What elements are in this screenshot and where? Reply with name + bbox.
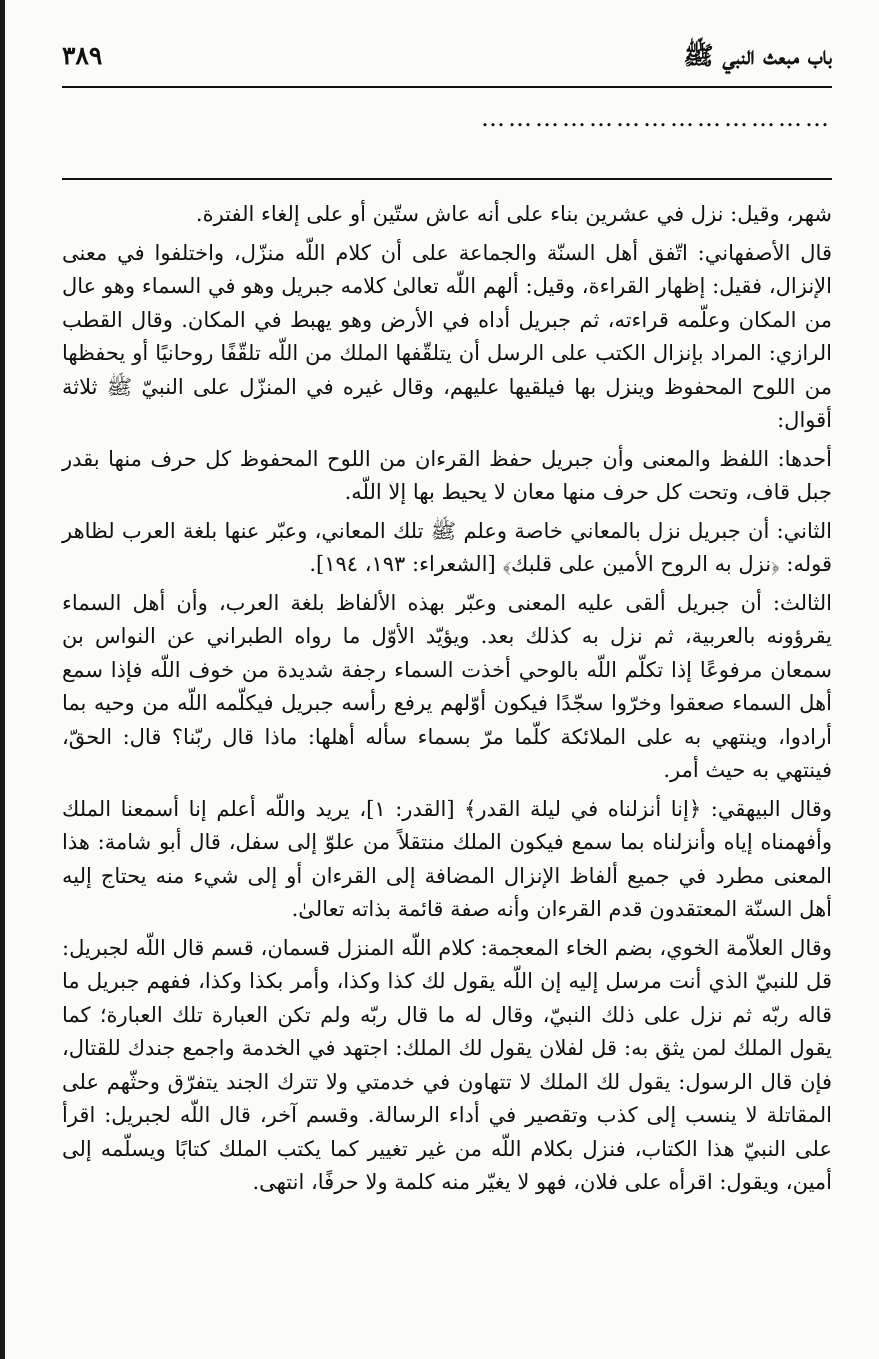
dotted-separator: ………………………………… xyxy=(62,88,832,180)
book-page xyxy=(62,40,832,1205)
running-title: باب مبعث النبي ﷺ xyxy=(683,41,832,70)
page-number: ٣٨٩ xyxy=(62,41,103,70)
paragraph: الثاني: أن جبريل نزل بالمعاني خاصة وعلم ﷺ تلك المعاني، وعبّر عنها بلغة العرب لظاهر قوله: ﴿نزل به الروح الأمين على قلبك﴾ [الشعراء: ١٩٣، ١٩٤]. xyxy=(62,518,832,576)
paragraph: الثالث: أن جبريل ألقى عليه المعنى وعبّر بهذه الألفاظ بلغة العرب، وأن أهل السماء يقرؤونه بالعربية، ثم نزل به كذلك بعد. ويؤيّد الأوّل ما رواه الطبراني عن النواس بن سمعان مرفوعًا إذا تكلّم اللّه بالوحي أخذت السماء رجفة شديدة من خوف اللّه فإذا سمع أهل السماء صعقوا وخرّوا سجّدًا فيكون أوّلهم يرفع رأسه جبريل فيكلّمه اللّه من وحيه بما أرادوا، وينتهي به على الملائكة كلّما مرّ بسماء سأله أهلها: ماذا قال ربّنا؟ قال: الحقّ، فينتهي به حيث أمر. xyxy=(62,590,832,782)
paragraph: أحدها: اللفظ والمعنى وأن جبريل حفظ القرءان من اللوح المحفوظ كل حرف منها بقدر جبل قاف، وتحت كل حرف منها معان لا يحيط بها إلا اللّه. xyxy=(62,446,832,504)
page-header xyxy=(62,40,832,88)
paragraph: قال الأصفهاني: اتّفق أهل السنّة والجماعة على أن كلام اللّه منزّل، واختلفوا في معنى الإنزال، فقيل: إظهار القراءة، وقيل: ألهم اللّه تعالىٰ كلامه جبريل وهو في السماء وهو عال من المكان وعلّمه قراءته، ثم جبريل أداه في الأرض وهو يهبط في المكان. وقال القطب الرازي: المراد بإنزال الكتب على الرسل أن يتلقّفها الملك من اللّه تلقّفًا روحانيًا أو يحفظها من اللوح المحفوظ وينزل بها فيلقيها عليهم، وقال غيره في المنزّل على النبيّ ﷺ ثلاثة أقوال: xyxy=(62,240,832,432)
paragraph: شهر، وقيل: نزل في عشرين بناء على أنه عاش ستّين أو على إلغاء الفترة. xyxy=(195,202,832,226)
body-text xyxy=(62,180,832,1200)
paragraph: وقال العلاّمة الخوي، بضم الخاء المعجمة: كلام اللّه المنزل قسمان، قسم قال اللّه لجبريل: قل للنبيّ الذي أنت مرسل إليه إن اللّه يقول لك كذا وكذا، وأمر بكذا وكذا، ففهم جبريل ما قاله ربّه ثم نزل على ذلك النبيّ، وقال له ما قال ربّه ولم تكن العبارة تلك العبارة؛ كما يقول الملك لمن يثق به: قل لفلان يقول لك الملك: اجتهد في الخدمة واجمع جندك للقتال، فإن قال الرسول: يقول لك الملك لا تتهاون في خدمتي ولا تترك الجند يتفرّق وحثّهم على المقاتلة لا ينسب إلى كذب وتقصير في أداء الرسالة. وقسم آخر، قال اللّه لجبريل: اقرأ على النبيّ هذا الكتاب، فنزل بكلام اللّه من غير تغيير كما يكتب الملك كتابًا ويسلّمه إلى أمين، ويقول: اقرأه على فلان، فهو لا يغيّر منه كلمة ولا حرفًا، انتهى. xyxy=(62,935,833,1194)
paragraph: وقال البيهقي: ﴿إنا أنزلناه في ليلة القدر﴾ [القدر: ١]، يريد واللّه أعلم إنا أسمعنا الملك وأفهمناه إياه وأنزلناه بما سمع فيكون الملك منتقلاً من علوّ إلى سفل، قال أبو شامة: هذا المعنى مطرد في جميع ألفاظ الإنزال المضافة إلى القرءان أو إلى شيء منه يحتاج إليه أهل السنّة المعتقدون قدم القرءان وأنه صفة قائمة بذاته تعالىٰ. xyxy=(62,796,832,921)
page-edge-border xyxy=(0,0,5,1359)
